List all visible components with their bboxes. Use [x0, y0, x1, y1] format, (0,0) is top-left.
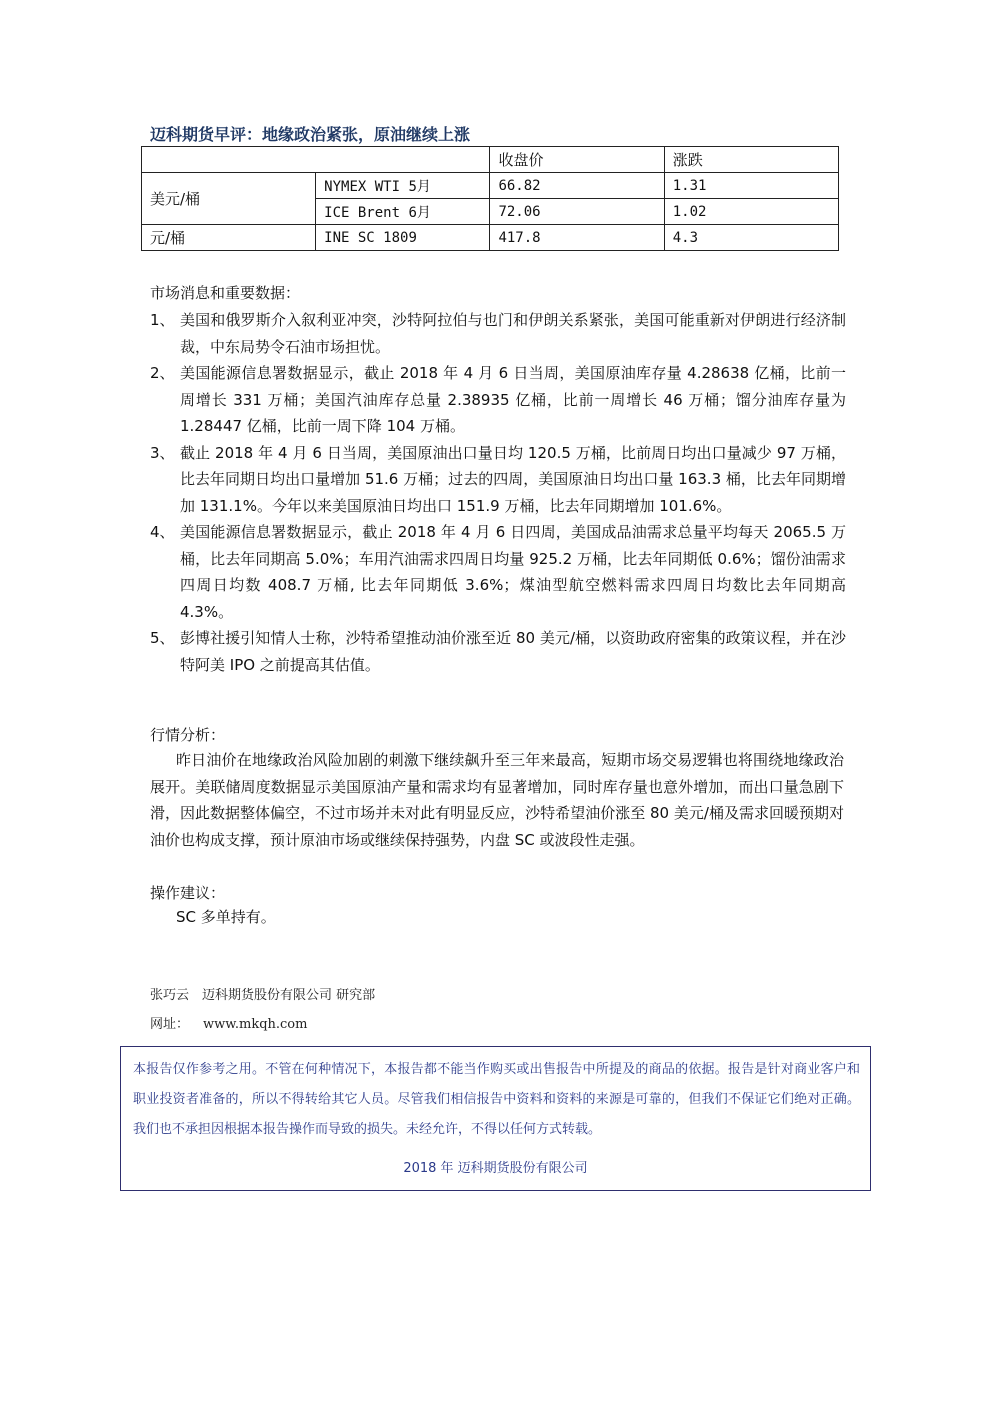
list-item-text: 彭博社援引知情人士称，沙特希望推动油价涨至近 80 美元/桶，以资助政府密集的政策议程，并在沙特阿美 IPO 之前提高其估值。 — [180, 629, 846, 674]
contract-cell: INE SC 1809 — [316, 225, 490, 251]
list-item — [150, 625, 846, 678]
table-row — [142, 225, 839, 251]
website-label: 网址： — [150, 1017, 190, 1032]
list-item-number: 1、 — [150, 311, 175, 329]
author-line: 张巧云 迈科期货股份有限公司 研究部 — [150, 988, 376, 1003]
list-item-number: 5、 — [150, 629, 175, 647]
contract-cell: ICE Brent 6月 — [316, 199, 490, 225]
table-header-blank — [142, 147, 490, 173]
copyright-text: 2018 年 迈科期货股份有限公司 — [403, 1161, 588, 1176]
list-item-text: 美国能源信息署数据显示，截止 2018 年 4 月 6 日当周，美国原油库存量 4.28638 亿桶，比前一周增长 331 万桶；美国汽油库存总量 2.38935 亿桶，比前一周增长 46 万桶；馏分油库存量为 1.28447 亿桶，比前一周下降 104 万桶。 — [180, 364, 846, 435]
analysis-heading: 行情分析： — [150, 726, 226, 744]
table-row — [142, 173, 839, 199]
list-item-number: 2、 — [150, 364, 175, 382]
change-cell: 1.02 — [664, 199, 838, 225]
unit-cny-cell: 元/桶 — [142, 225, 316, 251]
contract-cell: NYMEX WTI 5月 — [316, 173, 490, 199]
table-header-close: 收盘价 — [490, 147, 664, 173]
price-table — [141, 146, 839, 251]
table-header-change: 涨跌 — [664, 147, 838, 173]
list-item-number: 4、 — [150, 523, 175, 541]
list-item-text: 美国能源信息署数据显示，截止 2018 年 4 月 6 日四周，美国成品油需求总量平均每天 2065.5 万桶，比去年同期高 5.0%；车用汽油需求四周日均量 925.2 万桶，比去年同期低 0.6%；馏份油需求四周日均数 408.7 万桶, 比去年同期低 3.6%；煤油型航空燃料需求四周日均数比去年同期高 4.3%。 — [180, 523, 846, 621]
news-heading: 市场消息和重要数据： — [150, 284, 301, 302]
list-item-text: 截止 2018 年 4 月 6 日当周，美国原油出口量日均 120.5 万桶，比前周日均出口量减少 97 万桶，比去年同期日均出口量增加 51.6 万桶；过去的四周，美国原油日均出口量 163.3 桶，比去年同期增加 131.1%。今年以来美国原油日均出口 151.9 万桶，比去年同期增加 101.6%。 — [180, 443, 846, 515]
list-item — [150, 307, 846, 360]
list-item — [150, 440, 846, 520]
report-title: 迈科期货早评：地缘政治紧张，原油继续上涨 — [150, 125, 471, 144]
change-cell: 1.31 — [664, 173, 838, 199]
website-link[interactable]: www.mkqh.com — [203, 1017, 308, 1032]
unit-usd-cell: 美元/桶 — [142, 173, 316, 225]
list-item-number: 3、 — [150, 443, 175, 462]
close-cell: 417.8 — [490, 225, 664, 251]
disclaimer-text: 本报告仅作参考之用。不管在何种情况下，本报告都不能当作购买或出售报告中所提及的商品的依据。报告是针对商业客户和职业投资者准备的，所以不得转给其它人员。尽管我们相信报告中资料和资料的来源是可靠的，但我们不保证它们绝对正确。我们也不承担因根据本报告操作而导致的损失。未经允许，不得以任何方式转载。 — [133, 1062, 860, 1137]
list-item-text: 美国和俄罗斯介入叙利亚冲突，沙特阿拉伯与也门和伊朗关系紧张，美国可能重新对伊朗进行经济制裁，中东局势令石油市场担忧。 — [180, 311, 846, 356]
list-item — [150, 360, 846, 440]
website-line — [150, 1013, 307, 1032]
advice-paragraph: SC 多单持有。 — [176, 908, 276, 926]
close-cell: 66.82 — [490, 173, 664, 199]
change-cell: 4.3 — [664, 225, 838, 251]
list-item — [150, 519, 846, 625]
table-header-row — [142, 147, 839, 173]
analysis-paragraph: 昨日油价在地缘政治风险加剧的刺激下继续飙升至三年来最高，短期市场交易逻辑也将围绕地缘政治展开。美联储周度数据显示美国原油产量和需求均有显著增加，同时库存量也意外增加，而出口量急剧下滑，因此数据整体偏空，不过市场并未对此有明显反应，沙特希望油价涨至 80 美元/桶及需求回暖预期对油价也构成支撑，预计原油市场或继续保持强势，内盘 SC 或波段性走强。 — [150, 751, 844, 849]
advice-heading: 操作建议： — [150, 884, 226, 902]
news-list — [150, 307, 846, 678]
disclaimer-box — [120, 1046, 871, 1191]
close-cell: 72.06 — [490, 199, 664, 225]
